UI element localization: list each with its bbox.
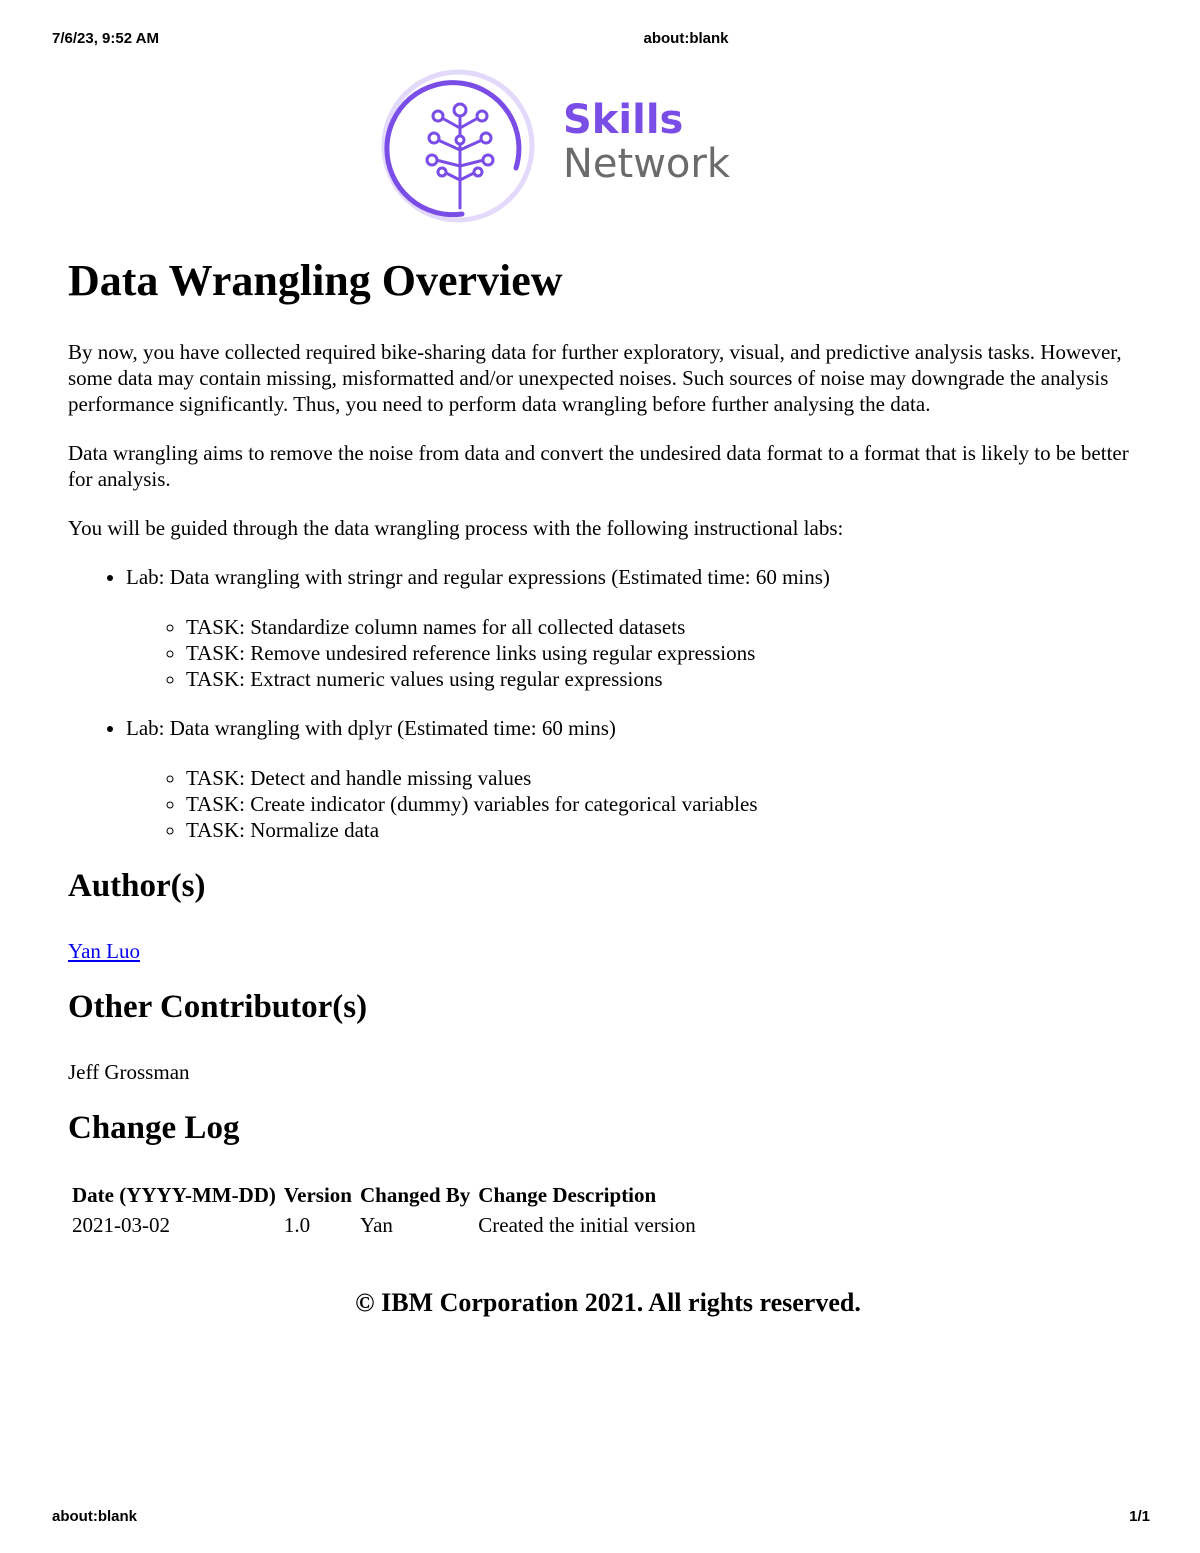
changelog-heading: Change Log: [68, 1110, 240, 1146]
changelog-table: [68, 1180, 700, 1240]
print-datetime: 7/6/23, 9:52 AM: [52, 30, 159, 47]
lab-item: [126, 715, 1148, 843]
task-item: ◦ TASK: Normalize data: [186, 817, 1148, 843]
table-header-row: [68, 1180, 700, 1210]
table-row: [68, 1210, 700, 1240]
logo-wordmark: [563, 98, 730, 186]
cell-description: Created the initial version: [478, 1213, 696, 1237]
skills-network-logo: [380, 68, 760, 228]
intro-paragraph-2: Data wrangling aims to remove the noise from data and convert the undesired data format to a format that is likely to be better for analysis.: [68, 441, 1129, 491]
contributor-name: Jeff Grossman: [68, 1060, 190, 1084]
task-item: ◦ TASK: Remove undesired reference links using regular expressions: [186, 640, 1148, 666]
lab-list: [68, 564, 1148, 843]
print-footer: [0, 1508, 1200, 1528]
authors-heading: Author(s): [68, 868, 206, 904]
page-title: Data Wrangling Overview: [68, 256, 563, 305]
tree-network-icon: [380, 68, 540, 228]
contributors-heading: Other Contributor(s): [68, 989, 368, 1025]
intro-paragraph-3: You will be guided through the data wrangling process with the following instructional labs:: [68, 516, 844, 540]
page-number: 1/1: [1129, 1508, 1150, 1525]
cell-date: 2021-03-02: [72, 1213, 170, 1237]
task-list: [126, 765, 1148, 843]
footer-url: about:blank: [52, 1508, 137, 1525]
document-body: [68, 255, 1148, 1318]
logo-skills-text: Skills: [563, 97, 684, 143]
cell-version: 1.0: [283, 1213, 311, 1237]
intro-paragraph-1: By now, you have collected required bike-sharing data for further exploratory, visual, and predictive analysis tasks. However, some data may contain missing, misformatted and/or unexpected noises. Such sources of noise may downgrade the analysis performance significantly. Thus, you need to perform data wrangling before further analysing the data.: [68, 340, 1122, 416]
column-header-version: Version: [283, 1183, 352, 1207]
lab-item: [126, 564, 1148, 692]
task-item: ◦ TASK: Detect and handle missing values: [186, 765, 1148, 791]
print-header: [0, 30, 1200, 50]
lab-label: Lab: Data wrangling with dplyr (Estimated time: 60 mins): [126, 716, 616, 740]
column-header-date: Date (YYYY-MM-DD): [72, 1183, 276, 1207]
task-item: ◦ TASK: Standardize column names for all collected datasets: [186, 614, 1148, 640]
copyright-notice: © IBM Corporation 2021. All rights reserved.: [355, 1288, 861, 1317]
column-header-changed-by: Changed By: [360, 1183, 471, 1207]
column-header-description: Change Description: [478, 1183, 657, 1207]
cell-changed-by: Yan: [360, 1213, 393, 1237]
lab-label: Lab: Data wrangling with stringr and regular expressions (Estimated time: 60 mins): [126, 565, 830, 589]
task-item: ◦ TASK: Extract numeric values using regular expressions: [186, 666, 1148, 692]
print-url: about:blank: [643, 30, 729, 47]
task-item: ◦ TASK: Create indicator (dummy) variables for categorical variables: [186, 791, 1148, 817]
logo-network-text: Network: [563, 141, 731, 187]
author-link[interactable]: Yan Luo: [68, 939, 140, 963]
task-list: [126, 614, 1148, 692]
